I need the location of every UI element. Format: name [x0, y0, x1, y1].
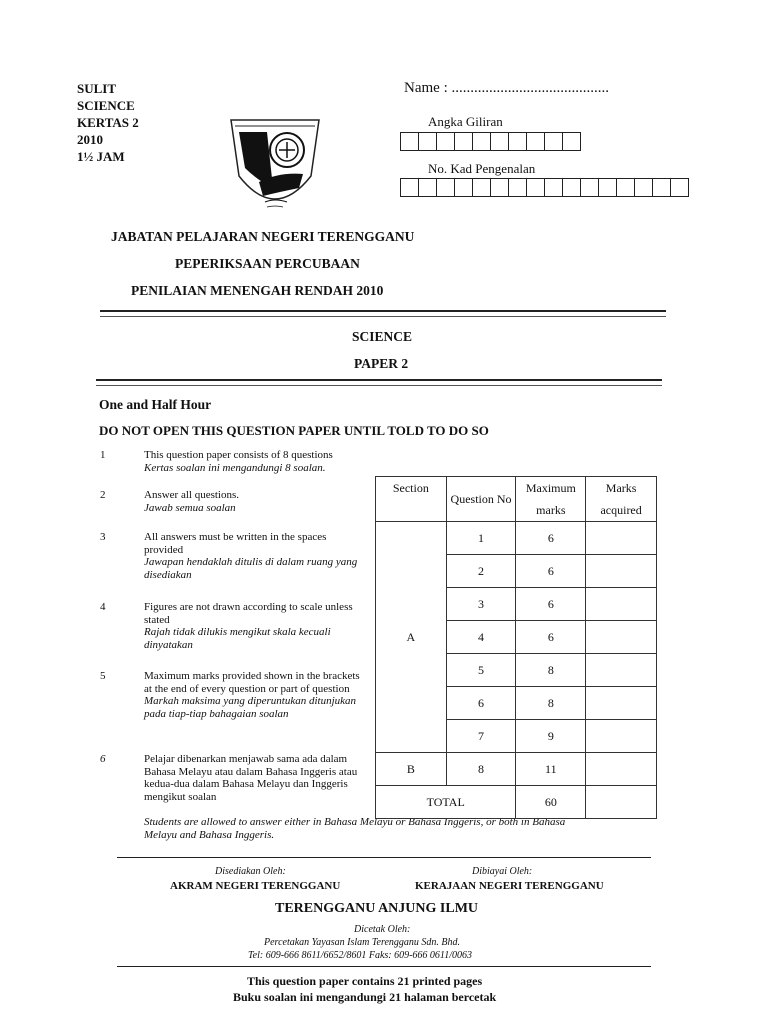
section-a-cell: A [376, 522, 447, 753]
assessment-title: PENILAIAN MENENGAH RENDAH 2010 [131, 283, 384, 298]
marks-table [375, 476, 657, 819]
funded-by: KERAJAAN NEGERI TERENGGANU [415, 880, 604, 892]
printer-name: Percetakan Yayasan Islam Terengganu Sdn. Bhd. [264, 937, 461, 948]
max-marks: 11 [516, 753, 586, 786]
funded-by-label: Dibiayai Oleh: [472, 866, 533, 877]
header-marks-acquired: Marks acquired [586, 477, 657, 522]
header-maximum-marks: Maximum marks [516, 477, 586, 522]
instruction-number: 4 [100, 601, 106, 613]
question-number: 8 [446, 753, 516, 786]
instruction-number: 6 [100, 753, 106, 765]
header-line: 2010 [77, 132, 103, 147]
divider [96, 379, 662, 386]
index-number-boxes [400, 132, 581, 151]
instruction-text: Maximum marks provided shown in the brackets at the end of every question or part of question [144, 670, 360, 695]
max-marks: 6 [516, 522, 586, 555]
question-number: 1 [446, 522, 516, 555]
index-number-label: Angka Giliran [428, 114, 503, 129]
table-header-row [376, 477, 657, 522]
subject-title: SCIENCE [352, 329, 413, 344]
candidate-name-field: Name : .......................................... [404, 80, 609, 96]
marks-acquired-cell[interactable] [586, 687, 657, 720]
max-marks: 6 [516, 555, 586, 588]
footer-divider [117, 857, 651, 858]
total-marks-acquired-cell[interactable] [586, 786, 657, 819]
marks-acquired-cell[interactable] [586, 654, 657, 687]
divider [100, 310, 666, 317]
instruction-text: Pelajar dibenarkan menjawab sama ada dalam Bahasa Melayu atau dalam Bahasa Inggeris atau kedua-dua dalam Bahasa Melayu dan Inggeris mengikut soalan [144, 753, 358, 803]
state-crest-logo [229, 118, 321, 227]
question-number: 4 [446, 621, 516, 654]
page-count-en: This question paper contains 21 printed pages [247, 974, 483, 988]
header-line: KERTAS 2 [77, 115, 139, 130]
department-title: JABATAN PELAJARAN NEGERI TERENGGANU [111, 229, 415, 244]
question-number: 5 [446, 654, 516, 687]
question-number: 6 [446, 687, 516, 720]
page-count-ms: Buku soalan ini mengandungi 21 halaman bercetak [233, 990, 497, 1004]
table-row [376, 753, 657, 786]
header-question-no: Question No [446, 477, 516, 522]
instruction-translation: Rajah tidak dilukis mengikut skala kecuali dinyatakan [144, 626, 331, 651]
marks-acquired-cell[interactable] [586, 753, 657, 786]
header-line: SCIENCE [77, 98, 135, 113]
max-marks: 8 [516, 687, 586, 720]
instruction-text: All answers must be written in the spaces provided [144, 531, 327, 556]
table-total-row [376, 786, 657, 819]
header-line: 1½ JAM [77, 149, 125, 164]
marks-acquired-cell[interactable] [586, 720, 657, 753]
instruction-number: 2 [100, 489, 106, 501]
duration-text: One and Half Hour [99, 397, 212, 412]
header-section: Section [376, 477, 447, 522]
ic-number-boxes [400, 178, 689, 197]
total-max-marks: 60 [516, 786, 586, 819]
ic-number-label: No. Kad Pengenalan [428, 161, 536, 176]
question-number: 7 [446, 720, 516, 753]
footer-divider [117, 966, 651, 967]
warning-text: DO NOT OPEN THIS QUESTION PAPER UNTIL TOLD TO DO SO [99, 423, 489, 438]
max-marks: 6 [516, 621, 586, 654]
instruction-text: This question paper consists of 8 questions [144, 449, 333, 461]
prepared-by-label: Disediakan Oleh: [215, 866, 286, 877]
paper-title: PAPER 2 [354, 356, 409, 371]
prepared-by: AKRAM NEGERI TERENGGANU [170, 880, 341, 892]
instruction-translation: Kertas soalan ini mengandungi 8 soalan. [144, 461, 326, 474]
question-number: 3 [446, 588, 516, 621]
marks-acquired-cell[interactable] [586, 522, 657, 555]
printer-contact: Tel: 609-666 8611/6652/8601 Faks: 609-666 0611/0063 [248, 950, 472, 961]
marks-acquired-cell[interactable] [586, 588, 657, 621]
exam-title: PEPERIKSAAN PERCUBAAN [175, 256, 360, 271]
max-marks: 8 [516, 654, 586, 687]
instruction-number: 3 [100, 531, 106, 543]
instruction-text: Figures are not drawn according to scale unless stated [144, 601, 353, 626]
marks-acquired-cell[interactable] [586, 621, 657, 654]
section-b-cell: B [376, 753, 447, 786]
marks-acquired-cell[interactable] [586, 555, 657, 588]
question-number: 2 [446, 555, 516, 588]
max-marks: 6 [516, 588, 586, 621]
header-line: SULIT [77, 81, 117, 96]
instruction-number: 5 [100, 670, 106, 682]
instruction-number: 1 [100, 449, 106, 461]
instruction-translation: Jawapan hendaklah ditulis di dalam ruang yang disediakan [144, 556, 358, 581]
motto: TERENGGANU ANJUNG ILMU [275, 901, 479, 916]
printed-by-label: Dicetak Oleh: [354, 924, 411, 935]
instruction-text: Answer all questions. [144, 489, 240, 501]
total-label: TOTAL [376, 786, 516, 819]
paper-code-block [77, 80, 139, 165]
instruction-translation: Students are allowed to answer either in Bahasa Melayu or Bahasa Inggeris, or both in Bahasa Melayu and Bahasa Inggeris. [144, 816, 566, 841]
instruction-translation: Jawab semua soalan [144, 501, 236, 514]
max-marks: 9 [516, 720, 586, 753]
instruction-translation: Markah maksima yang diperuntukan ditunjukan pada tiap-tiap bahagaian soalan [144, 695, 357, 720]
table-row [376, 522, 657, 555]
